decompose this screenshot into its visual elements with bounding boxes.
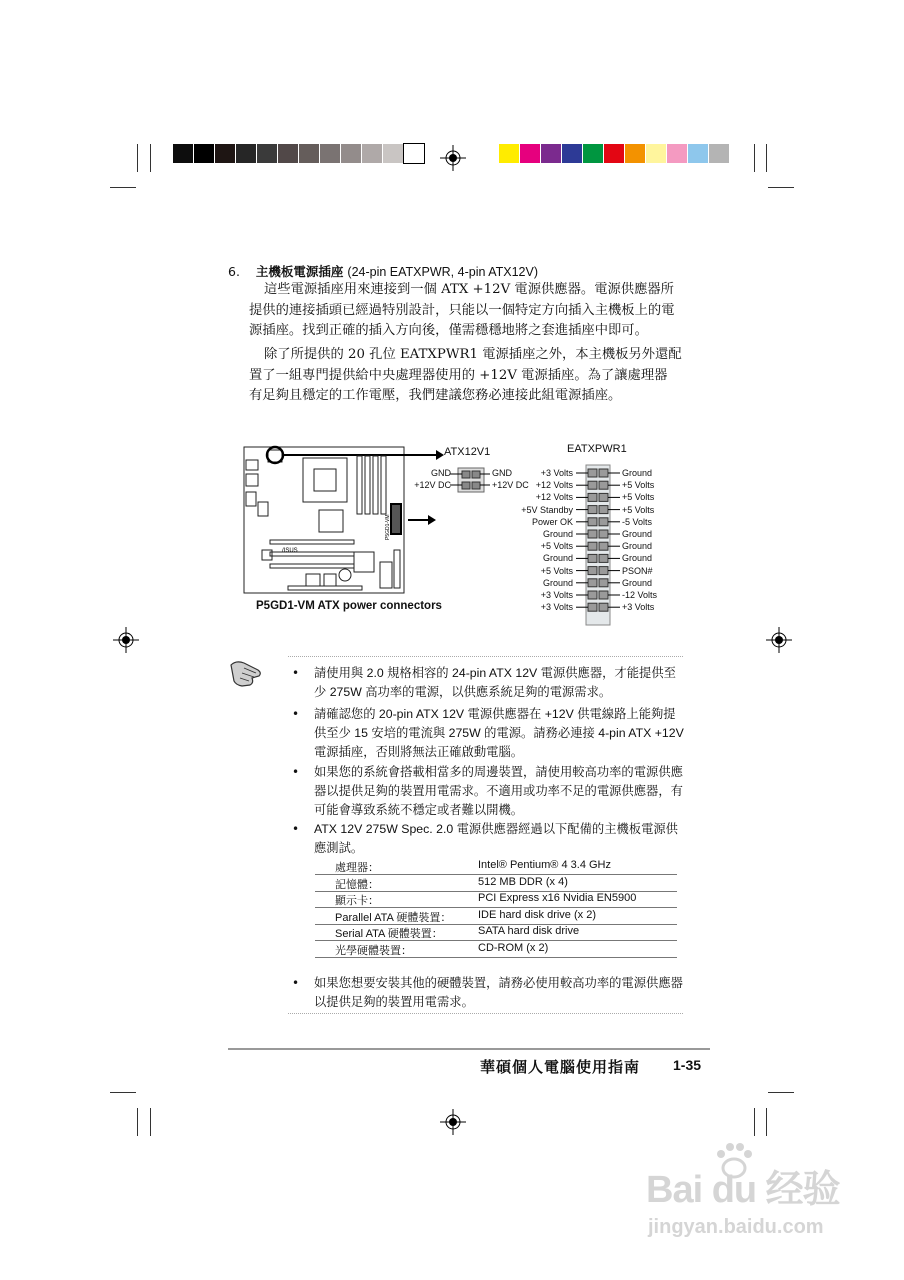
note-line: 供至少 15 安培的電流與 275W 的電源。請務必連接 4-pin ATX +12V — [314, 726, 684, 740]
color-swatch — [583, 144, 603, 163]
paragraph-line: 源插座。找到正確的插入方向後，僅需穩穩地將之套進插座中即可。 — [249, 323, 648, 338]
color-swatch — [709, 144, 729, 163]
bullet-dot: • — [292, 707, 300, 721]
spec-value: 512 MB DDR (x 4) — [478, 876, 568, 888]
color-swatch — [173, 144, 193, 163]
pin-label: -12 Volts — [622, 590, 658, 600]
spec-value: CD-ROM (x 2) — [478, 942, 549, 954]
note-hand-icon — [228, 656, 266, 690]
connector-pin — [599, 518, 608, 526]
note-line: 以提供足夠的裝置用電需求。 — [314, 995, 474, 1009]
pin-label: Ground — [622, 553, 653, 564]
pin-label: Ground — [622, 468, 653, 478]
bullet-dot: • — [292, 822, 300, 836]
registration-target-icon — [766, 627, 792, 653]
spec-value: Intel® Pentium® 4 3.4 GHz — [478, 859, 611, 871]
pin-label: +5 Volts — [622, 492, 655, 503]
pin-label: +3 Volts — [540, 468, 573, 478]
note-1 — [314, 664, 689, 702]
pin-label: +5 Volts — [540, 565, 573, 576]
brand-mark: /ISUS — [282, 548, 298, 554]
connector-pin — [599, 493, 608, 501]
pin-label: Ground — [542, 529, 573, 539]
color-swatch — [299, 144, 319, 163]
eatx-label: EATXPWR1 — [567, 443, 627, 455]
connector-pin — [599, 567, 608, 575]
bullet-dot: • — [292, 666, 300, 680]
color-swatch — [383, 144, 403, 163]
note-5 — [314, 974, 689, 1012]
note-line: ATX 12V 275W Spec. 2.0 電源供應器經過以下配備的主機板電源供 — [314, 822, 678, 836]
bullet-dot: • — [292, 765, 300, 779]
color-swatch — [604, 144, 624, 163]
pin-label: +12 Volts — [535, 492, 573, 503]
color-swatch — [404, 144, 424, 163]
pin-label: Ground — [622, 529, 653, 539]
paragraph-line: 有足夠且穩定的工作電壓，我們建議您務必連接此組電源插座。 — [249, 388, 622, 403]
connector-pin — [588, 518, 597, 526]
connector-pin — [588, 603, 597, 611]
note-3 — [314, 763, 689, 820]
pin-label: +5 Volts — [540, 541, 573, 552]
section-subtitle: (24-pin EATXPWR, 4-pin ATX12V) — [347, 265, 538, 279]
pin-label: +3 Volts — [622, 602, 655, 613]
crop-mark — [137, 144, 138, 172]
spec-row — [315, 858, 677, 875]
connector-pin — [588, 591, 597, 599]
note-bottom-rule — [288, 1013, 683, 1015]
connector-pin — [599, 579, 608, 587]
pin-label: +12 Volts — [535, 480, 573, 491]
connector-pin — [599, 481, 608, 489]
note-line: 器以提供足夠的裝置用電需求。不適用或功率不足的電源供應器，有 — [314, 784, 683, 798]
spec-row — [315, 941, 677, 958]
pin-label: +3 Volts — [540, 590, 573, 600]
pin-label: +12V DC — [414, 480, 451, 490]
connector-pin — [588, 530, 597, 538]
spec-row — [315, 908, 677, 925]
footer-title: 華碩個人電腦使用指南 — [480, 1058, 641, 1076]
watermark-brand: Bai du 经验 — [646, 1169, 840, 1211]
atx12v-label: ATX12V1 — [444, 446, 491, 458]
color-swatch — [362, 144, 382, 163]
connector-pin — [588, 469, 597, 477]
connector-pin — [588, 506, 597, 514]
note-line: 請確認您的 20-pin ATX 12V 電源供應器在 +12V 供電線路上能夠提 — [314, 707, 676, 721]
color-swatch — [320, 144, 340, 163]
note-4 — [314, 820, 689, 858]
note-line: 如果您的系統會搭載相當多的周邊裝置，請使用較高功率的電源供應 — [314, 765, 683, 779]
registration-target-icon — [440, 1109, 466, 1135]
crop-mark — [766, 144, 767, 172]
spec-key: 顯示卡： — [335, 895, 379, 907]
bullet-dot: • — [292, 976, 300, 990]
section-title: 主機板電源插座 — [255, 264, 344, 279]
connector-pin — [599, 603, 608, 611]
pin-label: +12V DC — [492, 480, 529, 490]
spec-value: SATA hard disk drive — [478, 925, 580, 937]
pin-label: +3 Volts — [540, 602, 573, 613]
color-swatch — [562, 144, 582, 163]
spec-value: PCI Express x16 Nvidia EN5900 — [478, 892, 637, 904]
section-number: 6. — [228, 264, 240, 279]
pin-label: PSON# — [622, 565, 653, 576]
color-swatch — [541, 144, 561, 163]
registration-target-icon — [113, 627, 139, 653]
color-swatch — [667, 144, 687, 163]
section-heading — [228, 262, 538, 280]
watermark-url: jingyan.baidu.com — [648, 1216, 824, 1238]
note-line: 可能會導致系統不穩定或者難以開機。 — [314, 803, 524, 817]
crop-mark — [110, 187, 136, 188]
spec-row — [315, 924, 677, 941]
pin-label: +5 Volts — [622, 480, 655, 491]
color-swatch — [257, 144, 277, 163]
note-2 — [314, 705, 689, 762]
note-top-rule — [288, 656, 683, 658]
paragraph-1 — [249, 280, 689, 342]
connector-pin — [588, 493, 597, 501]
crop-mark — [768, 187, 794, 188]
color-swatch — [499, 144, 519, 163]
connector-pin — [599, 469, 608, 477]
connector-pin — [599, 591, 608, 599]
pin-label: -5 Volts — [622, 516, 653, 527]
connector-pin — [588, 554, 597, 562]
color-swatch — [646, 144, 666, 163]
note-line: 如果您想要安裝其他的硬體裝置，請務必使用較高功率的電源供應器 — [314, 976, 683, 990]
spec-key: 記憶體： — [335, 879, 379, 891]
crop-mark — [766, 1108, 767, 1136]
connector-pin — [588, 481, 597, 489]
note-line: 少 275W 高功率的電源，以供應系統足夠的電源需求。 — [314, 685, 612, 699]
paragraph-2 — [249, 345, 689, 407]
diagram-caption: P5GD1-VM ATX power connectors — [256, 600, 442, 612]
connector-pin — [588, 579, 597, 587]
crop-mark — [150, 144, 151, 172]
spec-key: Parallel ATA 硬體裝置： — [335, 912, 452, 924]
pin-label: Ground — [542, 577, 573, 588]
crop-mark — [150, 1108, 151, 1136]
spec-row — [315, 891, 677, 908]
registration-target-icon — [440, 145, 466, 171]
color-swatch — [520, 144, 540, 163]
color-swatch — [341, 144, 361, 163]
connector-pin — [599, 542, 608, 550]
pin-label: Ground — [542, 553, 573, 564]
pin-label: +5V Standby — [521, 504, 573, 515]
note-line: 應測試。 — [314, 841, 364, 855]
pin-label: Power OK — [531, 516, 573, 527]
paragraph-line: 除了所提供的 20 孔位 EATXPWR1 電源插座之外，本主機板另外還配 — [264, 347, 682, 362]
crop-mark — [768, 1092, 794, 1093]
paragraph-line: 這些電源插座用來連接到一個 ATX +12V 電源供應器。電源供應器所 — [264, 282, 674, 297]
crop-mark — [754, 144, 755, 172]
crop-mark — [110, 1092, 136, 1093]
spec-key: Serial ATA 硬體裝置： — [335, 928, 443, 940]
page-number: 1-35 — [673, 1057, 702, 1073]
pin-label: Ground — [622, 541, 653, 552]
connector-pin — [588, 567, 597, 575]
color-swatch — [688, 144, 708, 163]
pin-label: Ground — [622, 577, 653, 588]
pin-label: +5 Volts — [622, 504, 655, 515]
spec-value: IDE hard disk drive (x 2) — [478, 909, 596, 921]
paragraph-line: 置了一組專門提供給中央處理器使用的 +12V 電源插座。為了讓處理器 — [249, 367, 668, 383]
connector-pin — [599, 506, 608, 514]
pin-label: GND — [431, 468, 451, 478]
connector-pin — [599, 530, 608, 538]
color-swatch — [236, 144, 256, 163]
connector-pin — [588, 542, 597, 550]
color-swatch — [194, 144, 214, 163]
color-swatch — [215, 144, 235, 163]
crop-mark — [754, 1108, 755, 1136]
paw-icon — [712, 1140, 756, 1182]
note-line: 請使用與 2.0 規格相容的 24-pin ATX 12V 電源供應器，才能提供至 — [314, 666, 676, 680]
crop-mark — [137, 1108, 138, 1136]
board-model-text: P5GD1-VM — [385, 514, 391, 540]
pin-label: GND — [492, 468, 512, 478]
color-swatch — [278, 144, 298, 163]
note-line: 電源插座，否則將無法正確啟動電腦。 — [314, 745, 524, 759]
footer-rule — [228, 1048, 710, 1050]
paragraph-line: 提供的連接插頭已經過特別設計，只能以一個特定方向插入主機板上的電 — [249, 302, 675, 318]
spec-key: 處理器： — [335, 862, 379, 874]
spec-row — [315, 875, 677, 892]
spec-key: 光學硬體裝置： — [335, 945, 412, 957]
color-swatch — [625, 144, 645, 163]
connector-pin — [599, 554, 608, 562]
